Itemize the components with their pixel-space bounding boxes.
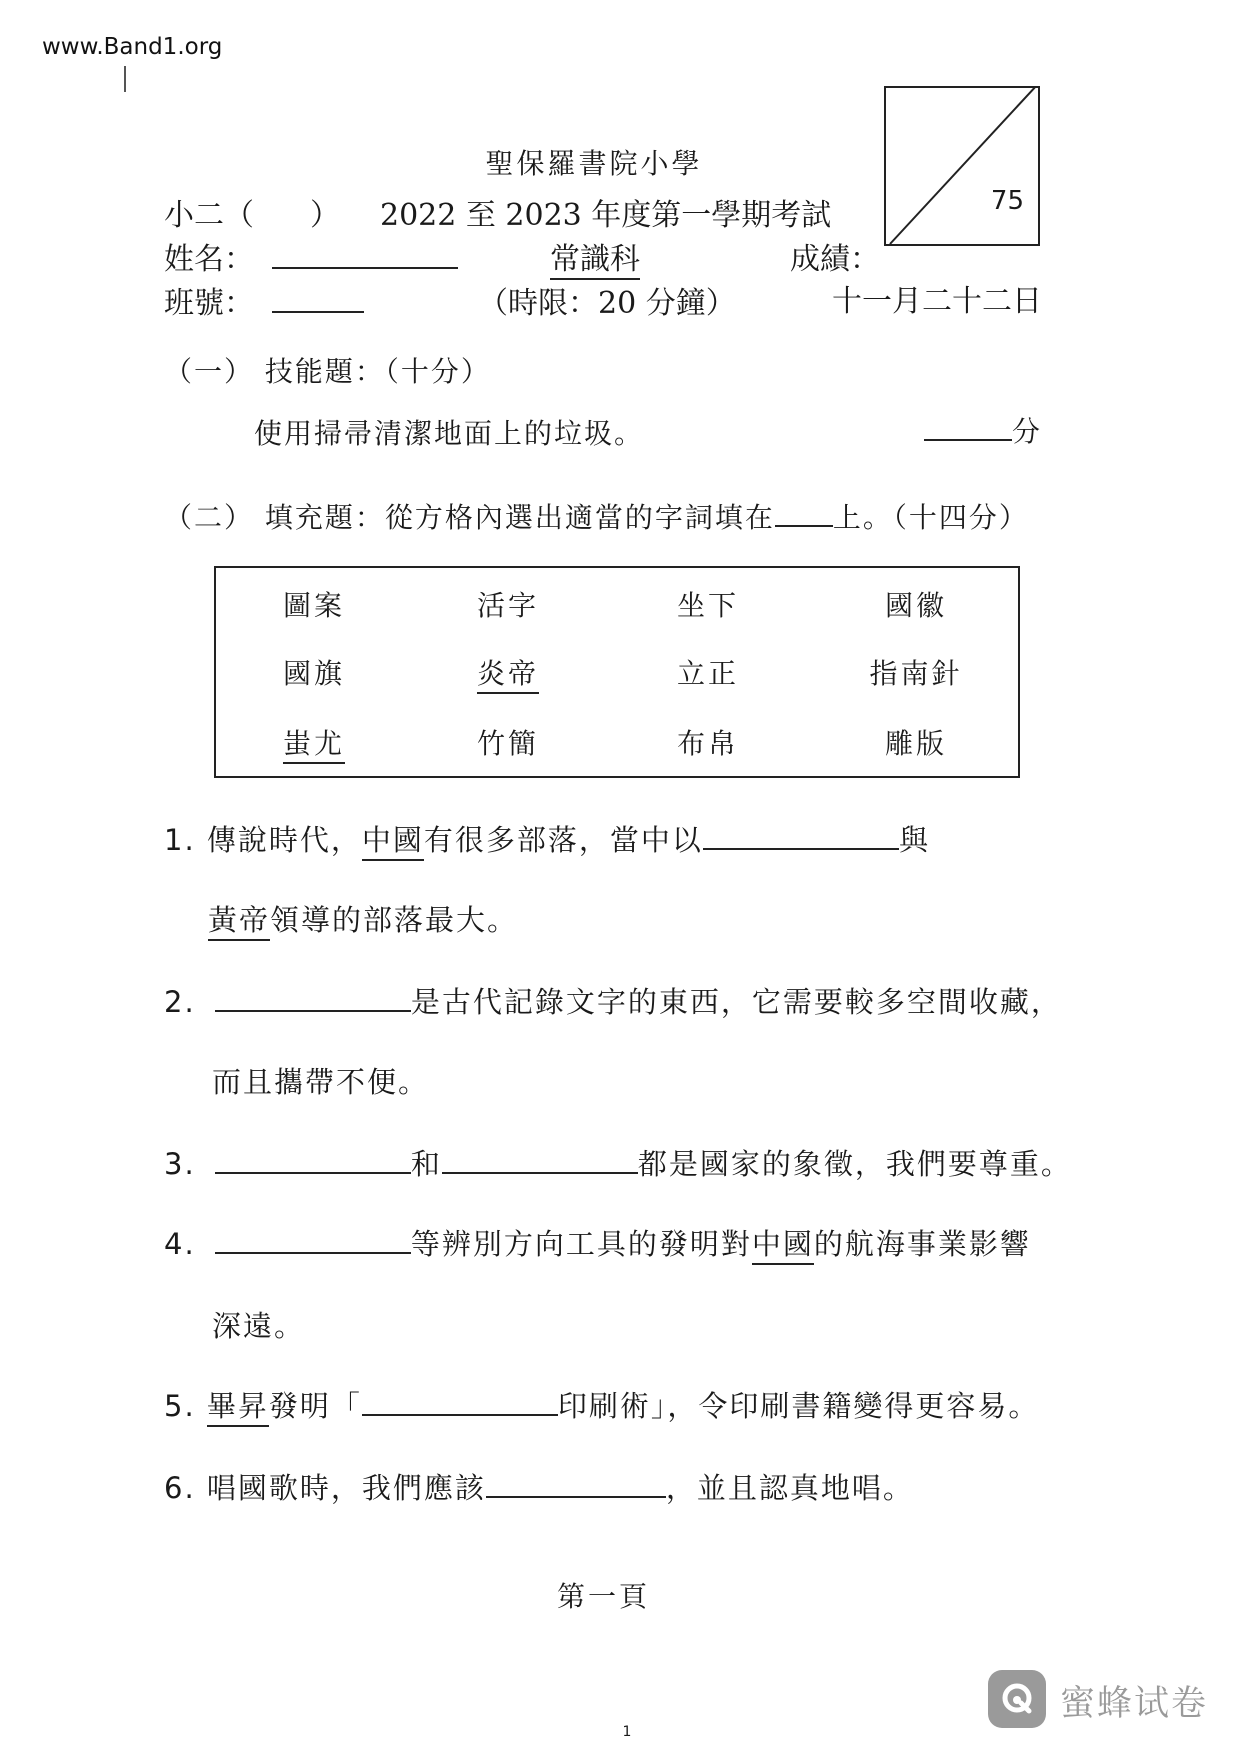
answer-blank[interactable]: [215, 1143, 411, 1174]
class-number-field: [164, 278, 364, 322]
question-1-cont: 黃帝領導的部落最大。: [208, 898, 518, 941]
marks-unit: 分: [1012, 415, 1043, 448]
word-bank-item: 圖案: [282, 589, 346, 622]
marks-blank[interactable]: [924, 411, 1012, 441]
word-bank-item: 活字: [476, 589, 540, 622]
page-number: 1: [622, 1724, 632, 1740]
name-blank[interactable]: [272, 237, 458, 269]
name-field: [164, 234, 458, 278]
exam-date: 十一月二十二日: [832, 284, 1042, 319]
word-bank-item: 布帛: [676, 727, 740, 760]
answer-blank[interactable]: [703, 819, 899, 850]
word-bank-item: 國旗: [282, 657, 346, 690]
question-2-cont: 而且攜帶不便。: [212, 1065, 430, 1099]
section1-marks: [924, 410, 1042, 450]
word-bank-item: 蚩尤: [283, 722, 345, 764]
question-6: 6. 唱國歌時，我們應該 ，並且認真地唱。: [164, 1466, 914, 1507]
word-bank-item: 指南針: [869, 657, 963, 690]
class-number-label: 班號：: [164, 286, 254, 321]
page-label: 第一頁: [556, 1580, 650, 1613]
answer-blank[interactable]: [362, 1385, 558, 1416]
time-limit: （時限：20 分鐘）: [478, 286, 736, 321]
score-box: [884, 86, 1040, 246]
question-4-cont: 深遠。: [212, 1309, 306, 1343]
question-1: 1. 傳說時代，中國有很多部落，當中以 與: [164, 818, 930, 861]
answer-blank[interactable]: [442, 1143, 638, 1174]
exam-title: 2022 至 2023 年度第一學期考試: [380, 198, 832, 233]
brand-logo-icon: [988, 1670, 1046, 1728]
word-bank-item: 雕版: [884, 727, 948, 760]
section2-heading: （二） 填充題：從方格內選出適當的字詞填在 上。（十四分）: [164, 496, 1029, 536]
brand-watermark: 蜜蜂试卷: [1060, 1684, 1209, 1724]
score-value: 75: [990, 186, 1024, 216]
word-bank-item: 立正: [676, 657, 740, 690]
score-slash: [886, 88, 1042, 248]
word-bank-item: 坐下: [676, 589, 740, 622]
school-name: 聖保羅書院小學: [485, 147, 703, 180]
word-bank-item: 炎帝: [477, 652, 539, 694]
question-3: 3. 和 都是國家的象徵，我們要尊重。: [164, 1142, 1072, 1183]
question-2: 2. 是古代記錄文字的東西，它需要較多空間收藏，: [164, 980, 1062, 1021]
section1-heading: （一） 技能題：（十分）: [164, 355, 491, 388]
class-field: 小二（ ）: [164, 198, 340, 233]
answer-blank[interactable]: [215, 1223, 411, 1254]
section1-task: 使用掃帚清潔地面上的垃圾。: [254, 417, 645, 450]
scan-mark: [124, 66, 126, 92]
word-bank-item: 竹簡: [476, 727, 540, 760]
answer-blank[interactable]: [215, 981, 411, 1012]
word-bank: [214, 566, 1020, 778]
word-bank-item: 國徽: [884, 589, 948, 622]
answer-blank[interactable]: [486, 1467, 666, 1498]
class-number-blank[interactable]: [272, 281, 364, 313]
name-label: 姓名：: [164, 242, 254, 277]
question-5: 5. 畢昇發明「 印刷術」，令印刷書籍變得更容易。: [164, 1384, 1039, 1427]
bee-icon: [997, 1679, 1037, 1719]
score-label: 成績：: [790, 242, 880, 277]
subject: 常識科: [550, 234, 640, 280]
source-watermark: www.Band1.org: [42, 34, 223, 60]
question-4: 4. 等辨別方向工具的發明對中國的航海事業影響: [164, 1222, 1031, 1265]
